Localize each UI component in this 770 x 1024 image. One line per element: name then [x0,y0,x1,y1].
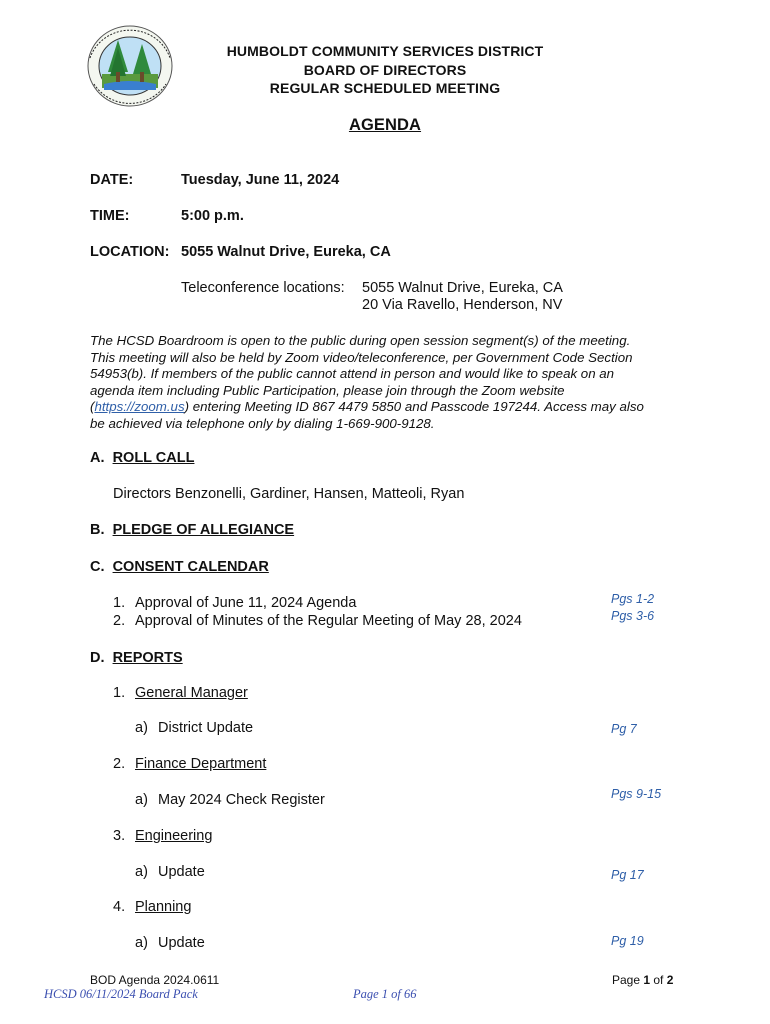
consent-item-2: Approval of Minutes of the Regular Meeting of May 28, 2024 [135,613,522,629]
report-4a-label: a) [135,935,148,951]
report-3a-label: a) [135,864,148,880]
location-label: LOCATION: [90,244,170,260]
time-label: TIME: [90,208,130,224]
consent-item-1-pages: Pgs 1-2 [611,592,655,606]
roll-call-directors: Directors Benzonelli, Gardiner, Hansen, Matteoli, Ryan [113,486,465,502]
board-pack-label: HCSD 06/11/2024 Board Pack [44,987,198,1001]
report-planning: Planning [135,899,192,915]
teleconference-location-1: 5055 Walnut Drive, Eureka, CA [362,280,563,296]
report-district-update: District Update [158,720,254,736]
report-general-manager: General Manager [135,685,248,701]
meeting-type: REGULAR SCHEDULED MEETING [269,80,501,96]
board-name: BOARD OF DIRECTORS [303,62,467,78]
report-planning-update-pages: Pg 19 [611,934,644,948]
report-2-number: 2. [113,756,126,772]
section-reports: D. REPORTS [90,650,183,666]
report-district-update-pages: Pg 7 [611,722,637,736]
district-name: HUMBOLDT COMMUNITY SERVICES DISTRICT [226,43,544,59]
document-name: BOD Agenda 2024.0611 [90,973,220,987]
report-3-number: 3. [113,828,126,844]
report-4-number: 4. [113,899,126,915]
report-finance-department: Finance Department [135,756,267,772]
date-value: Tuesday, June 11, 2024 [181,172,340,188]
date-label: DATE: [90,172,134,188]
time-value: 5:00 p.m. [181,208,244,224]
teleconference-location-2: 20 Via Ravello, Henderson, NV [362,297,563,313]
report-engineering: Engineering [135,828,213,844]
report-1a-label: a) [135,720,148,736]
report-engineering-update-pages: Pg 17 [611,868,644,882]
section-pledge: B. PLEDGE OF ALLEGIANCE [90,522,295,538]
consent-item-1-number: 1. [113,595,126,611]
consent-item-1: Approval of June 11, 2024 Agenda [135,595,357,611]
public-notice: The HCSD Boardroom is open to the public during open session segment(s) of the meeting. This meeting will also be held by Zoom video/teleconference, per Government Code Section 54953(b). If members of the public cannot attend in person and would like to speak on an agenda item including Public Participation, please join through the Zoom website (https://zoom.us) entering Meeting ID 867 4479 5850 and Passcode 197244. Access may also be achieved via telephone only by dialing 1-669-900-9128. [90,333,644,431]
report-planning-update: Update [158,935,205,951]
location-value: 5055 Walnut Drive, Eureka, CA [181,244,391,260]
report-1-number: 1. [113,685,126,701]
board-pack-page: Page 1 of 66 [353,987,417,1001]
report-check-register: May 2024 Check Register [158,792,325,808]
section-consent-calendar: C. CONSENT CALENDAR [90,559,269,575]
report-check-register-pages: Pgs 9-15 [611,787,662,801]
section-roll-call: A. ROLL CALL [90,450,195,466]
teleconference-label: Teleconference locations: [181,280,345,296]
consent-item-2-number: 2. [113,613,126,629]
agenda-title: AGENDA [348,116,422,134]
report-engineering-update: Update [158,864,205,880]
consent-item-2-pages: Pgs 3-6 [611,609,655,623]
page-number: Page 1 of 2 [612,973,674,987]
report-2a-label: a) [135,792,148,808]
zoom-link[interactable]: https://zoom.us [94,399,185,415]
